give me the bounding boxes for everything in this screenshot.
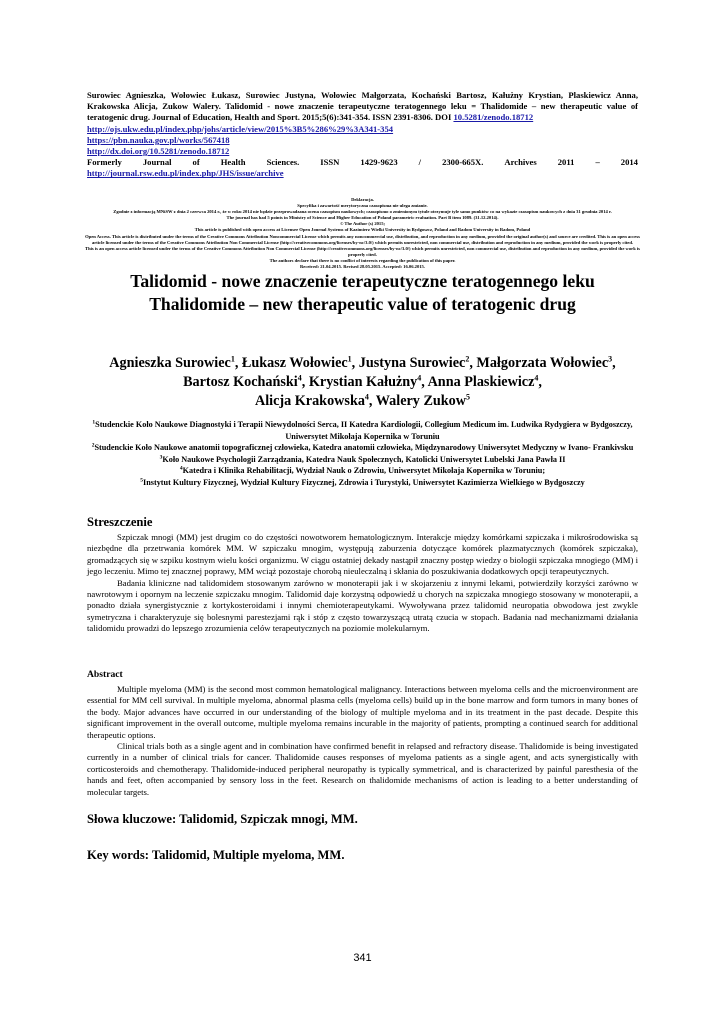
abstract-heading: Abstract [87, 669, 123, 680]
citation-block [87, 90, 638, 180]
affiliation-item: $^2$Studenckie Koło Naukowe anatomii topograficznej człowieka, Katedra anatomii człowieka, Międzynarodowy Uniwersytet Medyczny w Ivano- Frankivsku [91, 442, 634, 452]
abstract-paragraph: Clinical trials both as a single agent and in combination have confirmed benefit in relapsed and refractory disease. Thalidomide is being investigated currently in a number of clinical trials for cancer. Thalidomide causes responses of myeloma patients as a single agent, and acts synergistically with corticosteroids and chemotherapy. Thalidomide-induced peripheral neuropathy is typically symmetrical, and is characterized by painful paresthesia of the hands and feet, often accompanied by sensory loss in the feet. Research on thalidomide mechanisms of action is leading to a better understanding of molecular targets. [87, 741, 638, 797]
pbn-link[interactable]: https://pbn.nauka.gov.pl/works/567418 [87, 134, 230, 145]
doi-link[interactable]: 10.5281/zenodo.18712 [453, 112, 534, 123]
declaration-line: This is an open access article licensed under the terms of the Creative Commons Attribution Non Commercial License (http://creativecommons.org/licenses/by-nc/3.0/) which permits unrestricted, non commercial use, distribution and reproduction in any medium, provided the work is properly cited. [85, 245, 640, 257]
streszczenie-body [87, 532, 638, 635]
declaration-line: The authors declare that there is no conflict of interests regarding the publication of this paper. [269, 257, 456, 263]
author-affiliation-mark: 4 [417, 373, 422, 383]
author-name: Łukasz Wołowiec [241, 355, 348, 371]
author-list: Agnieszka Surowiec$^1$, Łukasz Wołowiec$^1$, Justyna Surowiec$^2$, Małgorzata Wołowiec$^3$, Bartosz Kochański$^4$, Krystian Kałużny$^4$, Anna Plaskiewicz$^4$, Alicja Krakowska$^4$, Walery Zukow$^5$ [109, 354, 616, 409]
title-polish: Talidomid - nowe znaczenie terapeutyczne teratogennego leku [130, 271, 595, 291]
paper-title [87, 270, 638, 316]
abstract-paragraph: Multiple myeloma (MM) is the second most common hematological malignancy. Interactions between myeloma cells and the microenvironment are essential for MM cell survival. In multiple myeloma, abnormal plasma cells (myeloma cells) build up in the bone marrow and form tumors in many bones of the body. Major advances have occurred in our understanding of the biology of multiple myeloma and in its treatment in the past decade. Despite this significant improvement in the overall outcome, multiple myeloma remains incurable in the majority of patients, prompting a continued search for additional therapeutic options. [87, 684, 638, 740]
archive-link[interactable]: http://journal.rsw.edu.pl/index.php/JHS/issue/archive [87, 168, 284, 179]
streszczenie-heading: Streszczenie [87, 515, 153, 529]
affiliation-item: $^1$Studenckie Koło Naukowe Diagnostyki i Terapii Niewydolności Serca, II Katedra Kardiologii, Collegium Medicum im. Ludwika Rydygiera w Bydgoszczy, Uniwersytet Mikołaja Kopernika w Toruniu [92, 419, 633, 441]
streszczenie-paragraph: Badania kliniczne nad talidomidem stosowanym zarówno w monoterapii jak i w skojarzeniu z innymi lekami, potwierdziły korzyści zarówno w nawrotowym i opornym na leczenie szpiczaku mnogim. Talidomid daje korzystną odpowiedź u chorych na szpiczaka mnogiego stosowany w monoterapii, a ponadto działa synergistycznie z kortykosteroidami i innymi chemioterapeutykami. Wywoływana przez talidomid neuropatia obwodowa jest zwykle symetryczna i charakteryzuje się bolesnymi parestezjami rąk i stóp z często towarzyszącą utratą czucia w stopach. Badania nad mechanizmami działania talidomidu prowadzi do lepszego zrozumienia celów terapeutycznych na poziomie molekularnym. [87, 577, 638, 634]
affiliation-item: $^3$Koło Naukowe Psychologii Zarządzania, Katedra Nauk Społecznych, Katolicki Uniwersytet Lubelski Jana Pawła II [159, 453, 566, 464]
author-name: Agnieszka Surowiec [109, 355, 231, 371]
author-name: Bartosz Kochański [183, 374, 298, 390]
author-name: Alicja Krakowska [254, 393, 365, 409]
author-name: Justyna Surowiec [358, 355, 466, 371]
author-affiliation-mark: 1 [230, 354, 235, 364]
author-affiliation-mark: 2 [465, 354, 470, 364]
author-name: Anna Plaskiewicz [427, 374, 535, 390]
author-affiliation-mark: 3 [608, 354, 613, 364]
author-affiliation-mark: 4 [297, 373, 302, 383]
declaration-block [85, 197, 640, 270]
formerly-line: Formerly Journal of Health Sciences. ISSN 1429-9623 / 2300-665X. Archives 2011 – 2014 [87, 157, 638, 168]
affiliation-item: $^4$Katedra i Klinika Rehabilitacji, Wydział Nauk o Zdrowiu, Uniwersytet Mikołaja Kopernika w Toruniu; [179, 465, 546, 475]
dx-doi-link[interactable]: http://dx.doi.org/10.5281/zenodo.18712 [87, 146, 230, 157]
declaration-line: The journal has had 5 points in Ministry of Science and Higher Education of Poland parametric evaluation. Part B item 1089. (31.12.2014). [226, 215, 499, 221]
author-affiliation-mark: 4 [534, 373, 539, 383]
abstract-body [87, 684, 638, 798]
citation-text: Surowiec Agnieszka, Wołowiec Łukasz, Surowiec Justyna, Wołowiec Małgorzata, Kochański Bartosz, Kałużny Krystian, Plaskiewicz Anna, Krakowska Alicja, Zukow Walery. Talidomid - nowe znaczenie terapeutyczne teratogennego leku = Thalidomide – new therapeutic value of teratogenic drug. Journal of Education, Health and Sport. 2015;5(6):341-354. ISSN 2391-8306. DOI [87, 90, 638, 123]
author-name: Walery Zukow [375, 393, 467, 409]
title-english: Thalidomide – new therapeutic value of teratogenic drug [149, 294, 576, 314]
author-affiliation-mark: 4 [364, 392, 369, 402]
declaration-line: Zgodnie z informacją MNiSW z dnia 2 czerwca 2014 r., że w roku 2014 nie będzie przeprowadzana ocena czasopism naukowych; czasopismo o zmienionym tytule otrzymuje tyle samo punktów co na wykazie czasopism naukowych z dnia 31 grudnia 2014 r. [113, 209, 612, 215]
keywords-english: Key words: Talidomid, Multiple myeloma, MM. [87, 848, 345, 862]
affiliation-item: $^5$Instytut Kultury Fizycznej, Wydział Kultury Fizycznej, Zdrowia i Turystyki, Uniwersytet Kazimierza Wielkiego w Bydgoszczy [140, 476, 585, 487]
page-number: 341 [353, 952, 372, 964]
declaration-line: Specyfika i zawartość merytoryczna czasopisma nie ulega zmianie. [297, 203, 428, 209]
declaration-line: Received: 21.04.2015. Revised 28.05.2015. Accepted: 16.06.2015. [299, 264, 426, 270]
ojs-link[interactable]: http://ojs.ukw.edu.pl/index.php/johs/article/view/2015%3B5%286%29%3A341-354 [87, 123, 394, 134]
declaration-line: Open Access. This article is distributed under the terms of the Creative Commons Attribution Noncommercial License which permits any noncommercial use, distribution, and reproduction in any medium, provided the original author(s) and source are credited. This is an open access article licensed under the terms of the Creative Commons Attribution Non Commercial License (http://creativecommons.org/licenses/by-nc/3.0/) which permits unrestricted, non commercial use, distribution and reproduction in any medium, provided the work is properly cited. [85, 233, 640, 245]
streszczenie-paragraph: Szpiczak mnogi (MM) jest drugim co do częstości nowotworem hematologicznym. Interakcje między komórkami szpiczaka i mikrośrodowiska są niezbędne dla przetrwania komórek MM. W szpiczaku mnogim, występują zaburzenia dotyczące komórek plazmatycznych (komórek szpiczaka), gromadzących się w szpiku kostnym wielu kości organizmu. W ciągu ostatniej dekady nastąpił znaczny postęp wiedzy o biologii szpiczaka mnogiego (MM) i jego leczeniu. Mimo tej znacznej poprawy, MM wciąż pozostaje chorobą nieuleczalną i skłania do poszukiwania dodatkowych opcji terapeutycznych. [87, 532, 638, 577]
declaration-line: This article is published with open access at Licensee Open Journal Systems of Kazimierz Wielki University in Bydgoszcz, Poland and Radom University in Radom, Poland [194, 227, 531, 233]
author-name: Krystian Kałużny [308, 374, 418, 390]
declaration-line: Deklaracja. [351, 197, 374, 202]
author-affiliation-mark: 1 [347, 354, 352, 364]
keywords-polish: Słowa kluczowe: Talidomid, Szpiczak mnogi, MM. [87, 812, 358, 826]
author-affiliation-mark: 5 [466, 392, 471, 402]
declaration-line: © The Author (s) 2015; [339, 221, 386, 227]
author-name: Małgorzata Wołowiec [476, 355, 609, 371]
affiliation-list [83, 419, 642, 488]
